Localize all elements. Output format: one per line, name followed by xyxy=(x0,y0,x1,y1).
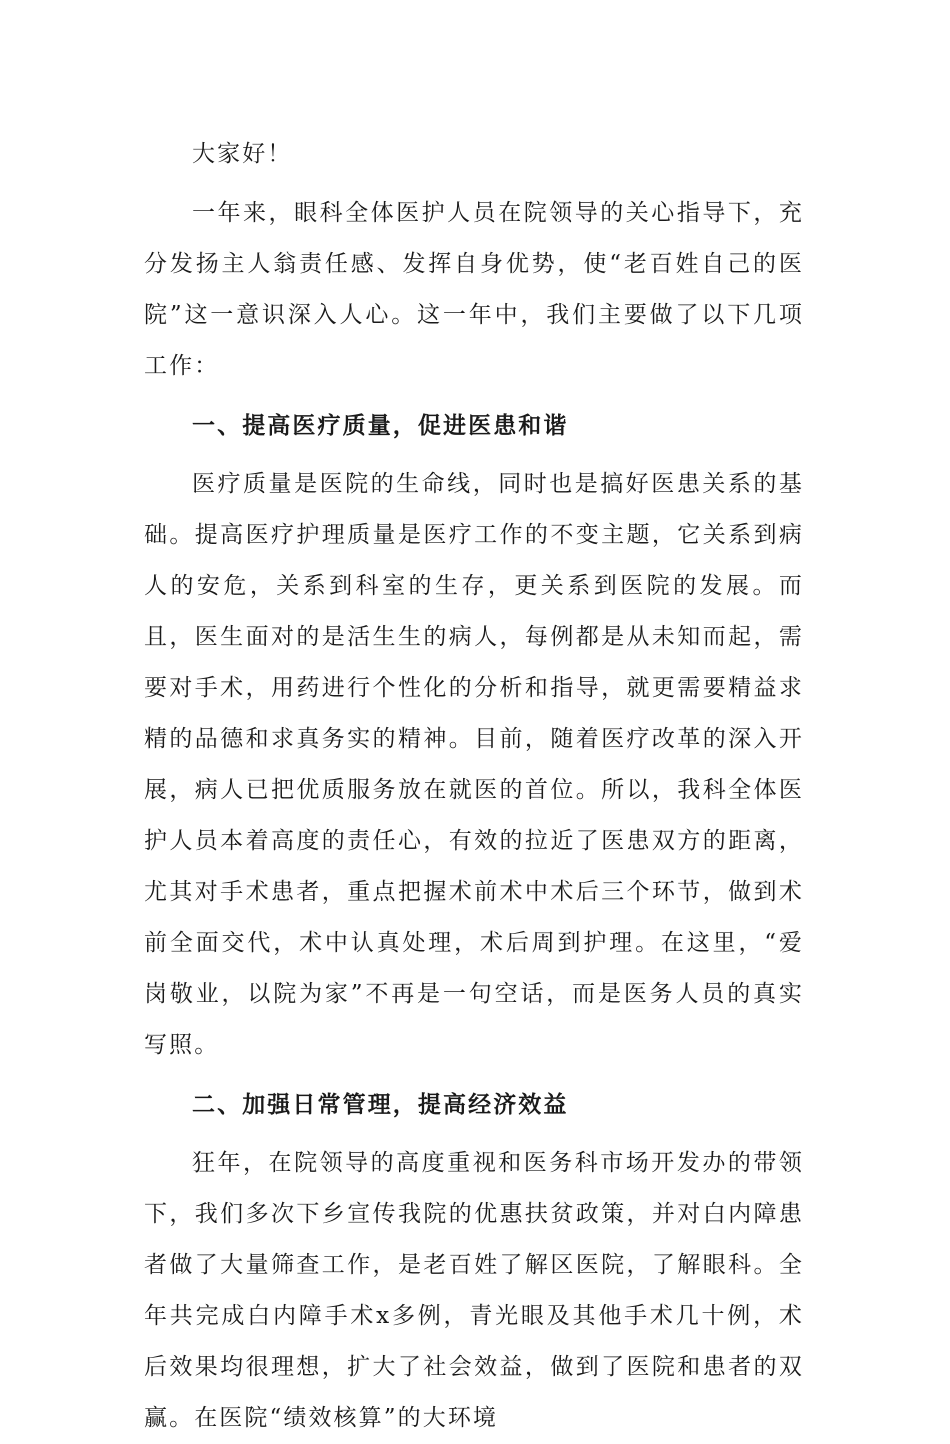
section-1-paragraph: 医疗质量是医院的生命线，同时也是搞好医患关系的基础。提高医疗护理质量是医疗工作的不变主题，它关系到病人的安危，关系到科室的生存，更关系到医院的发展。而且，医生面对的是活生生的病人，每例都是从未知而起，需要对手术，用药进行个性化的分析和指导，就更需要精益求精的品德和求真务实的精神。目前，随着医疗改革的深入开展，病人已把优质服务放在就医的首位。所以，我科全体医护人员本着高度的责任心，有效的拉近了医患双方的距离，尤其对手术患者，重点把握术前术中术后三个环节，做到术前全面交代，术中认真处理，术后周到护理。在这里，“爱岗敬业，以院为家”不再是一句空话，而是医务人员的真实写照。 xyxy=(144,471,804,1058)
intro-paragraph: 一年来，眼科全体医护人员在院领导的关心指导下，充分发扬主人翁责任感、发挥自身优势，使“老百姓自己的医院”这一意识深入人心。这一年中，我们主要做了以下几项工作： xyxy=(144,200,804,379)
section-1-heading: 一、提高医疗质量，促进医患和谐 xyxy=(192,412,569,439)
document-body xyxy=(144,129,804,1444)
section-2-paragraph: 狂年，在院领导的高度重视和医务科市场开发办的带领下，我们多次下乡宣传我院的优惠扶贫政策，并对白内障患者做了大量筛查工作，是老百姓了解区医院，了解眼科。全年共完成白内障手术x多例，青光眼及其他手术几十例，术后效果均很理想，扩大了社会效益，做到了医院和患者的双赢。在医院“绩效核算”的大环境 xyxy=(144,1150,804,1431)
section-2-heading: 二、加强日常管理，提高经济效益 xyxy=(192,1091,569,1118)
greeting-paragraph: 大家好！ xyxy=(192,141,293,167)
